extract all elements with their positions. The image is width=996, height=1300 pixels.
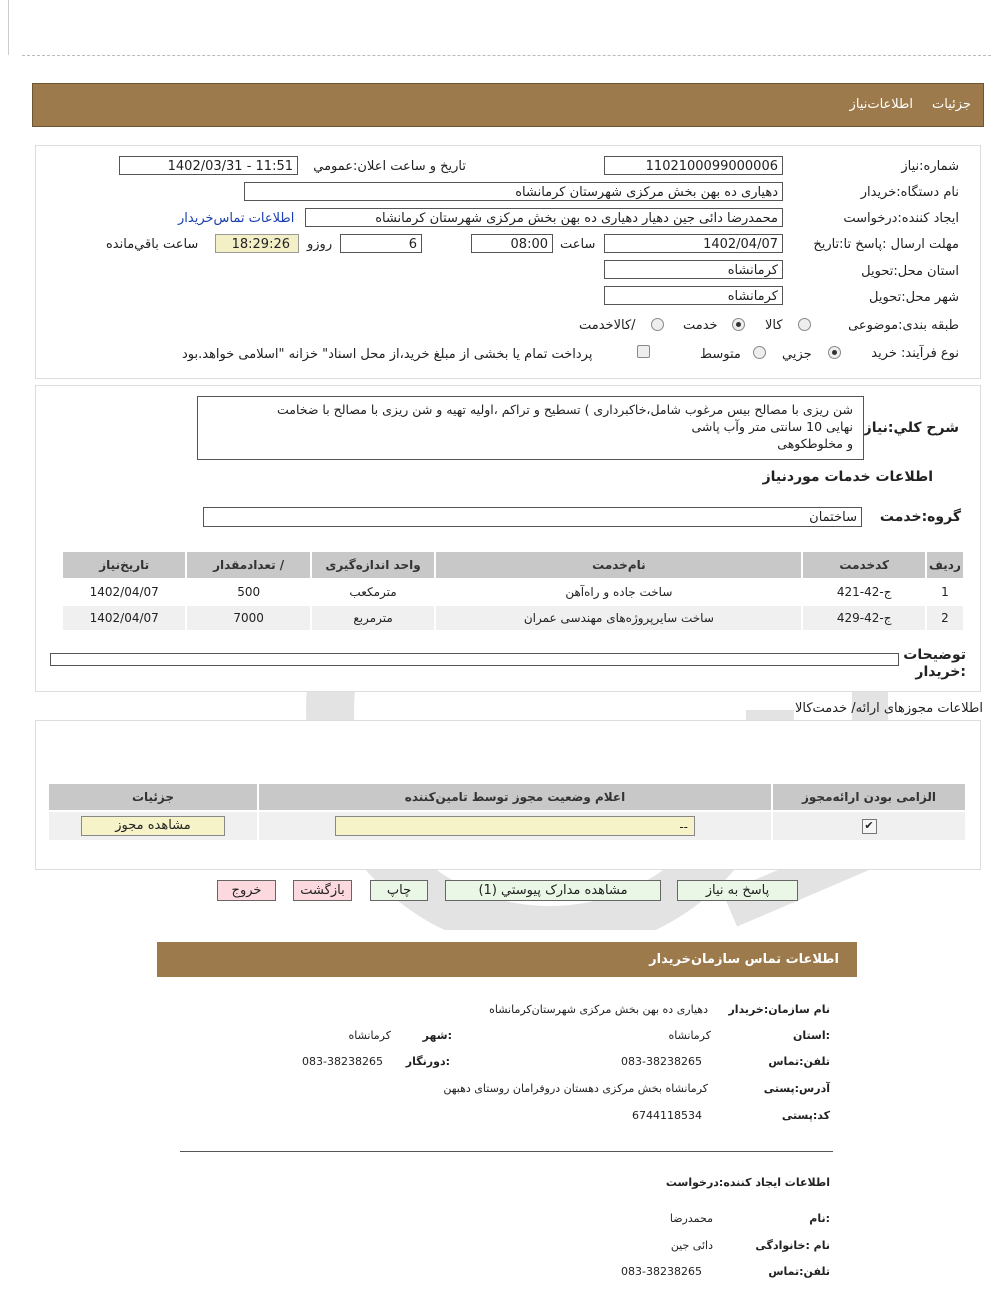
services-table <box>61 550 965 632</box>
category-service-radio[interactable] <box>732 318 745 331</box>
province-field: کرمانشاه <box>604 260 783 279</box>
cell-row: 2 <box>927 606 963 630</box>
service-group-label: گروه:خدمت <box>879 509 961 525</box>
treasury-payment-label: پرداخت تمام یا بخشی از مبلغ خرید،از محل اسناد" خزانه "اسلامی خواهد.بود <box>182 347 593 362</box>
buyer-label: نام دستگاه:خریدار <box>860 185 959 200</box>
contact-header <box>157 942 857 977</box>
cell-name: ساخت سایرپروژه‌های مهندسی عمران <box>436 606 801 630</box>
postal-label: کد:پستی <box>781 1109 830 1122</box>
description-line-1: شن ریزی با مصالح بیس مرغوب شامل،خاکبرداری ) تسطیح و تراکم ،اولیه تهیه و شن ریزی با مصالح با ضخامت <box>276 402 853 417</box>
category-service-label: خدمت <box>683 318 718 333</box>
cell-date: 1402/04/07 <box>63 606 185 630</box>
contact-province-value: کرمانشاه <box>668 1029 711 1042</box>
col-unit-header: واحد اندازه‌گیری <box>312 552 434 578</box>
buyer-field: دهیاری ده بهن بخش مرکزی شهرستان کرمانشاه <box>244 182 783 201</box>
permits-title: اطلاعات مجوزهای ارائه/ خدمت‌کالا <box>794 701 983 716</box>
table-row <box>63 606 963 630</box>
creator-label: ایجاد کننده:درخواست <box>843 211 959 226</box>
col-row-header: ردیف <box>927 552 963 578</box>
buyer-contact-link[interactable]: اطلاعات تماس‌خریدار <box>178 211 295 226</box>
contact-title: اطلاعات تماس سازمان‌خریدار <box>649 952 839 967</box>
tab-need-info[interactable]: اطلاعات‌نیاز <box>849 97 913 112</box>
need-info-panel <box>35 145 981 379</box>
permit-status-header: اعلام وضعیت مجوز توسط تامین‌کننده <box>259 784 771 810</box>
col-date-header: تاریخ‌نیاز <box>63 552 185 578</box>
postal-value: 6744118534 <box>632 1109 702 1122</box>
category-goods-service-radio[interactable] <box>651 318 664 331</box>
cell-unit: مترمربع <box>312 606 434 630</box>
buyer-notes-field <box>50 653 899 666</box>
description-label: شرح کلي:نیاز <box>863 420 959 436</box>
days-label: روزو <box>307 237 333 252</box>
reply-button[interactable]: پاسخ به نیاز <box>677 880 798 901</box>
remaining-label: ساعت باقي‌مانده <box>106 237 199 252</box>
permit-details-header: جزئیات <box>49 784 257 810</box>
page-header <box>32 83 984 127</box>
cell-date: 1402/04/07 <box>63 580 185 604</box>
contact-divider <box>180 1151 833 1152</box>
category-goods-radio[interactable] <box>798 318 811 331</box>
view-permit-button[interactable]: مشاهده مجوز <box>81 816 225 836</box>
address-label: آدرس:پستی <box>763 1082 830 1095</box>
creator-info-title: اطلاعات ایجاد کننده:درخواست <box>665 1176 830 1189</box>
exit-button[interactable]: خروج <box>217 880 276 901</box>
cell-qty: 500 <box>187 580 309 604</box>
contact-city-label: :شهر <box>422 1029 452 1042</box>
buyer-notes-label: توضیحات <box>903 647 966 663</box>
permit-required-checkbox[interactable]: ✔ <box>862 819 877 834</box>
announce-label: تاریخ و ساعت اعلان:عمومي <box>313 159 466 174</box>
permit-status-field: -- <box>335 816 695 836</box>
creator-phone-label: تلفن:تماس <box>768 1265 830 1278</box>
creator-family-value: دائی جین <box>670 1239 713 1252</box>
cell-row: 1 <box>927 580 963 604</box>
cell-unit: مترمکعب <box>312 580 434 604</box>
category-goods-service-label: /کالاخدمت <box>579 318 636 333</box>
fax-label: :دورنگار <box>405 1055 450 1068</box>
phone-label: تلفن:تماس <box>768 1055 830 1068</box>
hour-label: ساعت <box>560 237 596 252</box>
buyer-notes-label-2: :خریدار <box>915 664 966 680</box>
contact-city-value: کرمانشاه <box>348 1029 391 1042</box>
need-number-label: شماره:نیاز <box>901 159 959 174</box>
creator-name-value: محمدرضا <box>669 1212 713 1225</box>
col-qty-header: / تعدادمقدار <box>187 552 309 578</box>
cell-code: ج-42-429 <box>803 606 924 630</box>
org-label: نام سازمان:خریدار <box>728 1003 830 1016</box>
fax-value: 083-38238265 <box>302 1055 383 1068</box>
service-group-field: ساختمان <box>203 507 862 527</box>
process-label: نوع فرآیند: خرید <box>871 346 959 361</box>
cell-code: ج-42-421 <box>803 580 924 604</box>
print-button[interactable]: چاپ <box>370 880 428 901</box>
process-medium-label: متوسط <box>700 347 741 362</box>
process-partial-label: جزیي <box>782 347 812 362</box>
deadline-label: مهلت ارسال :پاسخ تا:تاریخ <box>813 237 959 252</box>
city-label: شهر محل:تحویل <box>869 290 959 305</box>
treasury-payment-checkbox[interactable] <box>637 345 650 358</box>
org-value: دهیاری ده بهن بخش مرکزی شهرستان‌کرمانشاه <box>489 1003 708 1016</box>
deadline-time-field: 08:00 <box>471 234 553 253</box>
process-medium-radio[interactable] <box>753 346 766 359</box>
tab-details[interactable]: جزئیات <box>932 97 971 112</box>
creator-field: محمدرضا دائی جین دهیار دهیاری ده بهن بخش مرکزی شهرستان کرمانشاه <box>305 208 783 227</box>
process-partial-radio[interactable] <box>828 346 841 359</box>
phone-value: 083-38238265 <box>621 1055 702 1068</box>
creator-name-label: :نام <box>809 1212 830 1225</box>
col-name-header: نام‌خدمت <box>436 552 801 578</box>
attachments-button[interactable]: مشاهده مدارک پیوستي (1) <box>445 880 661 901</box>
description-line-2: نهایی 10 سانتی متر وآب پاشی <box>691 419 853 434</box>
announce-field: 1402/03/31 - 11:51 <box>119 156 298 175</box>
days-field: 6 <box>340 234 422 253</box>
cell-name: ساخت جاده و راه‌آهن <box>436 580 801 604</box>
creator-phone-value: 083-38238265 <box>621 1265 702 1278</box>
table-row <box>63 580 963 604</box>
remaining-time: 18:29:26 <box>215 234 299 253</box>
creator-family-label: نام :خانوادگی <box>755 1239 830 1252</box>
permit-required-header: الزامی بودن ارائه‌مجوز <box>773 784 965 810</box>
category-label: طبقه بندی:موضوعی <box>848 318 959 333</box>
back-button[interactable]: بازگشت <box>293 880 352 901</box>
contact-province-label: :استان <box>793 1029 830 1042</box>
address-value: کرمانشاه بخش مرکزی دهستان دروفرامان روستای دهبهن <box>443 1082 708 1095</box>
cell-qty: 7000 <box>187 606 309 630</box>
description-box <box>197 396 864 460</box>
need-number-field: 1102100099000006 <box>604 156 783 175</box>
category-goods-label: کالا <box>765 318 783 333</box>
deadline-date-field: 1402/04/07 <box>604 234 783 253</box>
province-label: استان محل:تحویل <box>861 264 959 279</box>
col-code-header: کدخدمت <box>803 552 924 578</box>
services-title: اطلاعات خدمات موردنیاز <box>762 469 933 485</box>
city-field: کرمانشاه <box>604 286 783 305</box>
description-line-3: و مخلوطکوهی <box>777 436 853 451</box>
permits-table <box>47 782 967 842</box>
